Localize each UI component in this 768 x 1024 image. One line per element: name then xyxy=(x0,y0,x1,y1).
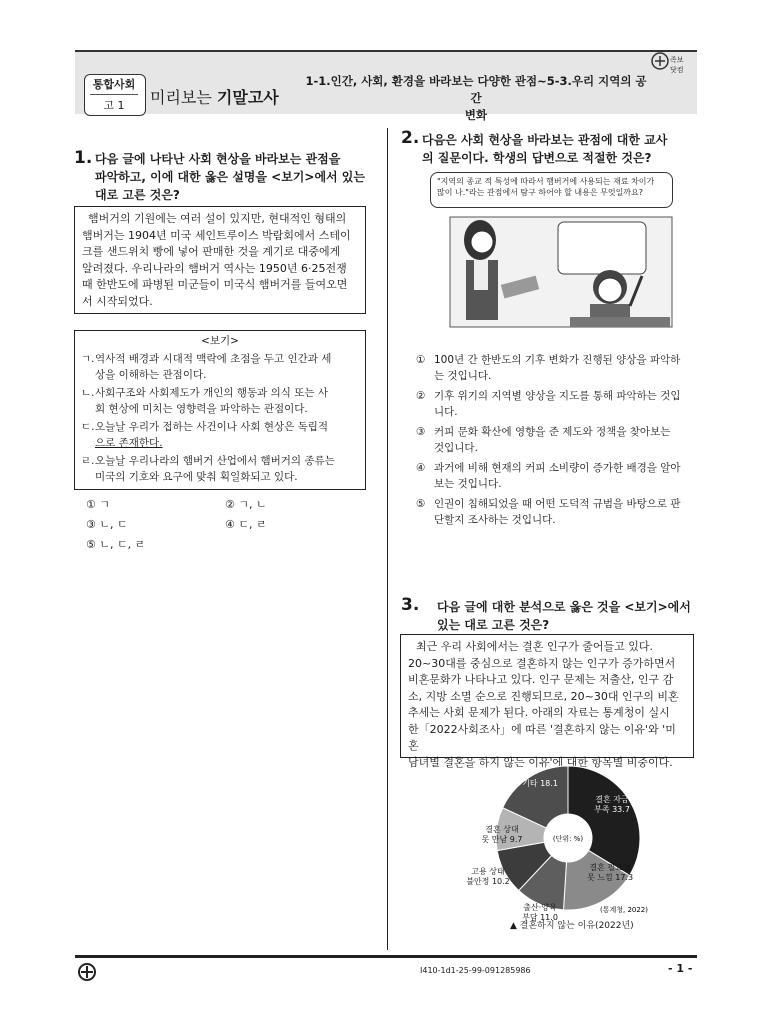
footer-code: I410-1d1-25-99-091285986 xyxy=(420,966,531,975)
grade-label: 고 1 xyxy=(103,99,125,112)
q1-passage: 햄버거의 기원에는 여러 설이 있지만, 현대적인 형태의 햄버거는 1904년 미국 세인트루이스 박람회에서 스테이 크를 샌드위치 빵에 넣어 판매한 것을 계기로 대중에게 알려졌다. 우리나라의 햄버거 역사는 1950년 6·25전쟁 때 한반도에 파병된 미군들이 미국식 햄버거를 들여오면 서 시작되었다. xyxy=(74,206,366,314)
subject-label: 통합사회 xyxy=(92,78,136,91)
column-divider xyxy=(387,128,388,950)
subject-divider xyxy=(90,94,138,95)
pie-slice-label: 기타 18.1 xyxy=(522,779,558,788)
pie-slice-label: 결혼 자금 부족 33.7 xyxy=(594,795,630,814)
teacher-speech-bubble: "지역의 종교 적 특성에 따라서 햄버거에 사용되는 재료 차이가 많이 나."라는 관점에서 탐구 하어야 할 내용은 무엇일까요? xyxy=(430,172,673,208)
bogi-item: ㄱ. 역사적 배경과 시대적 맥락에 초점을 두고 인간과 세 상을 이해하는 관점이다. xyxy=(81,353,332,381)
publisher-logo: 족보닷컴 xyxy=(650,51,690,73)
q2-option-1[interactable]: ① 100년 간 한반도의 기후 변화가 진행된 양상을 파악하 는 것입니다. xyxy=(416,354,681,382)
pie-slice-label: 고용 상태 불안정 10.2 xyxy=(466,867,510,886)
bogi-item: ㄴ. 사회구조와 사회제도가 개인의 행동과 의식 또는 사 회 현상에 미치는 영향력을 파악하는 관점이다. xyxy=(81,387,329,415)
bogi-item: ㄷ. 오늘날 우리가 접하는 사건이나 사회 현상은 독립적 으로 존재한다. xyxy=(81,421,329,449)
q2-question: 다음은 사회 현상을 바라보는 관점에 대한 교사 의 질문이다. 학생의 답변으로 적절한 것은? xyxy=(422,133,668,165)
q1-option-1[interactable]: ① ㄱ xyxy=(86,498,110,511)
q1-option-3[interactable]: ③ ㄴ, ㄷ xyxy=(86,518,128,531)
q1-option-2[interactable]: ② ㄱ, ㄴ xyxy=(225,498,267,511)
exam-title: 미리보는 기말고사 xyxy=(150,88,279,107)
q2-option-5[interactable]: ⑤ 인권이 침해되었을 때 어떤 도덕적 규범을 바탕으로 판 단할지 조사하는 것입니다. xyxy=(416,498,681,526)
pie-slice-label: 출산·양육 부담 11.0 xyxy=(522,903,558,922)
q1-option-4[interactable]: ④ ㄷ, ㄹ xyxy=(225,518,267,531)
q3-question: 다음 글에 대한 분석으로 옳은 것을 <보기>에서 있는 대로 고른 것은? xyxy=(437,600,691,632)
footer-logo-icon xyxy=(75,962,99,986)
bogi-item: ㄹ. 오늘날 우리나라의 햄버거 산업에서 햄버거의 종류는 미국의 기호와 요구에 맞춰 획일화되고 있다. xyxy=(81,455,335,483)
exam-range: 1-1.인간, 사회, 환경을 바라보는 다양한 관점~5-3.우리 지역의 공간 변화 xyxy=(305,74,647,122)
q1-number: 1. xyxy=(74,148,93,168)
page-number: - 1 - xyxy=(668,962,693,975)
q3-passage: 최근 우리 사회에서는 결혼 인구가 줄어들고 있다. 20~30대를 중심으로 결혼하지 않는 인구가 증가하면서 비혼문화가 나타나고 있다. 인구 문제는 저출산, 인구 감 소, 지방 소멸 순으로 진행되므로, 20~30대 인구의 비혼 추세는 사회 문제가 된다. 아래의 자료는 통계청이 실시 한「2022사회조사」에 따른 '결혼하지 않는 이유'와 '미혼 남녀별 결혼을 하지 않는 이유'에 대한 항목별 비중이다. xyxy=(400,634,694,758)
q3-number: 3. xyxy=(401,595,420,615)
pie-chart xyxy=(440,760,670,930)
pie-center-label: (단위: %) xyxy=(552,835,584,843)
pie-chart-figure xyxy=(440,760,670,940)
q2-option-3[interactable]: ③ 커피 문화 확산에 영향을 준 제도와 정책을 찾아보는 것입니다. xyxy=(416,426,671,454)
chart-source: (통계청, 2022) xyxy=(599,906,648,914)
q2-options xyxy=(416,352,698,532)
q1-bogi xyxy=(74,330,366,490)
q1-question: 다음 글에 나타난 사회 현상을 바라보는 관점을 파악하고, 이에 대한 옳은 설명을 <보기>에서 있는 대로 고른 것은? xyxy=(95,152,365,202)
chart-caption: ▲ 결혼하지 않는 이유(2022년) xyxy=(510,921,634,931)
q2-number: 2. xyxy=(401,128,420,148)
footer-rule xyxy=(75,955,697,958)
bogi-title: <보기> xyxy=(201,335,239,347)
q1-option-5[interactable]: ⑤ ㄴ, ㄷ, ㄹ xyxy=(86,538,146,551)
q2-option-2[interactable]: ② 기후 위기의 지역별 양상을 지도를 통해 파악하는 것입 니다. xyxy=(416,390,681,418)
q2-option-4[interactable]: ④ 과거에 비해 현재의 커피 소비량이 증가한 배경을 알아 보는 것입니다. xyxy=(416,462,681,490)
pie-slice-label: 결혼 상대 못 만남 9.7 xyxy=(481,825,523,844)
pie-slice-label: 결혼 필요성 못 느낌 17.3 xyxy=(586,863,634,882)
